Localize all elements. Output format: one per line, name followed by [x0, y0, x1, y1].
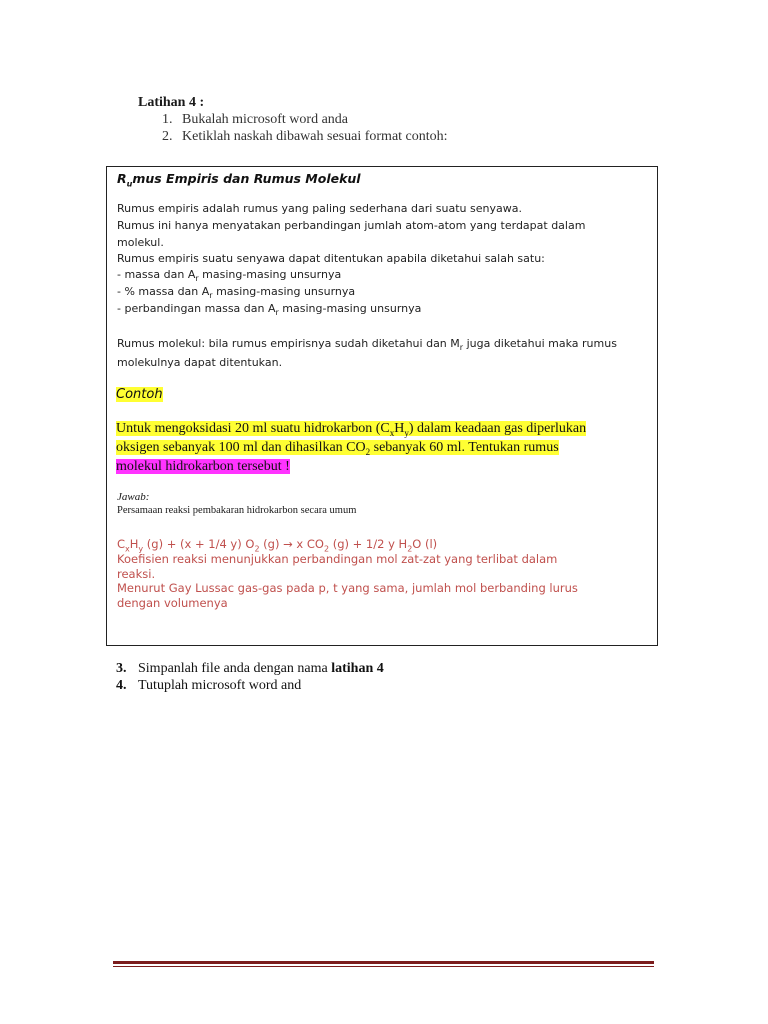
eq-subscript: x	[125, 544, 130, 554]
title-subscript: u	[126, 179, 133, 189]
explanation-line: reaksi.	[117, 567, 156, 581]
instruction-number: 4.	[116, 678, 127, 693]
instruction-item	[116, 678, 301, 694]
footer-rule	[113, 961, 654, 964]
eq-subscript: y	[138, 544, 144, 554]
eq-text: O (l)	[412, 537, 438, 551]
molecular-formula-line	[117, 337, 617, 352]
mol-subscript: r	[459, 343, 464, 353]
bullet-subscript: r	[275, 308, 279, 318]
eq-text: H	[129, 537, 139, 551]
question-subscript: x	[389, 427, 395, 438]
paragraph-line: Rumus empiris adalah rumus yang paling sederhana dari suatu senyawa.	[117, 202, 522, 215]
question-text: molekul hidrokarbon tersebut !	[116, 459, 290, 474]
question-text: sebanyak 60 ml. Tentukan rumus	[370, 440, 559, 455]
title-rest: mus Empiris dan Rumus Molekul	[132, 171, 361, 186]
bullet-text: masing-masing unsurnya	[198, 268, 342, 281]
instruction-number: 3.	[116, 661, 127, 676]
instruction-item	[162, 129, 448, 145]
title-letter: R	[117, 171, 127, 186]
eq-text: (g) + 1/2 y H	[329, 537, 408, 551]
example-text-box	[106, 166, 658, 646]
eq-text: (g) → x CO	[259, 537, 324, 551]
question-text: ) dalam keadaan gas diperlukan	[408, 421, 587, 436]
file-name: latihan 4	[331, 661, 384, 676]
instruction-item	[162, 112, 348, 128]
bullet-text: - massa dan A	[117, 268, 196, 281]
paragraph-line: Rumus ini hanya menyatakan perbandingan jumlah atom-atom yang terdapat dalam	[117, 219, 586, 232]
question-subscript: y	[404, 427, 409, 438]
question-line	[116, 421, 586, 438]
paragraph-line: Rumus empiris suatu senyawa dapat ditentukan apabila diketahui salah satu:	[117, 252, 545, 265]
question-text: Untuk mengoksidasi 20 ml suatu hidrokarbon (C	[116, 421, 390, 436]
molecular-formula-line: molekulnya dapat ditentukan.	[117, 356, 283, 369]
bullet-text: - perbandingan massa dan A	[117, 302, 276, 315]
question-text: H	[394, 421, 405, 436]
question-line	[116, 440, 559, 457]
question-text: oksigen sebanyak 100 ml dan dihasilkan CO	[116, 440, 366, 455]
equation-caption: Persamaan reaksi pembakaran hidrokarbon secara umum	[117, 505, 357, 516]
eq-subscript: 2	[407, 544, 413, 554]
box-title	[117, 171, 361, 189]
bullet-item	[117, 268, 341, 283]
bullet-item	[117, 302, 421, 317]
eq-text: (g) + (x + 1/4 y) O	[143, 537, 255, 551]
bullet-text: masing-masing unsurnya	[278, 302, 422, 315]
eq-subscript: 2	[254, 544, 260, 554]
explanation-line: Koefisien reaksi menunjukkan perbandingan mol zat-zat yang terlibat dalam	[117, 552, 558, 566]
explanation-line: Menurut Gay Lussac gas-gas pada p, t yang sama, jumlah mol berbanding lurus	[117, 581, 578, 595]
question-subscript: 2	[365, 446, 371, 457]
instruction-text: Ketiklah naskah dibawah sesuai format contoh:	[182, 129, 448, 144]
answer-label: Jawab:	[117, 491, 150, 503]
reaction-equation	[117, 537, 437, 553]
contoh-label: Contoh	[116, 387, 163, 402]
exercise-heading: Latihan 4 :	[138, 95, 205, 110]
question-line	[116, 459, 290, 475]
instruction-number: 1.	[162, 112, 173, 127]
instruction-text: Bukalah microsoft word anda	[182, 112, 349, 127]
bullet-text: - % massa dan A	[117, 285, 210, 298]
instruction-text: Simpanlah file anda dengan nama	[138, 661, 332, 676]
footer-rule-thin	[113, 966, 654, 967]
bullet-subscript: r	[209, 291, 213, 301]
eq-subscript: 2	[323, 544, 330, 554]
bullet-text: masing-masing unsurnya	[212, 285, 356, 298]
mol-text: juga diketahui maka rumus	[463, 337, 617, 350]
instruction-number: 2.	[162, 129, 173, 144]
instruction-item	[116, 661, 384, 677]
paragraph-line: molekul.	[117, 236, 164, 249]
mol-text: Rumus molekul: bila rumus empirisnya sudah diketahui dan M	[117, 337, 460, 350]
bullet-item	[117, 285, 355, 300]
eq-text: C	[117, 537, 126, 551]
bullet-subscript: r	[195, 274, 199, 284]
explanation-line: dengan volumenya	[117, 596, 228, 610]
instruction-text: Tutuplah microsoft word and	[138, 678, 302, 693]
